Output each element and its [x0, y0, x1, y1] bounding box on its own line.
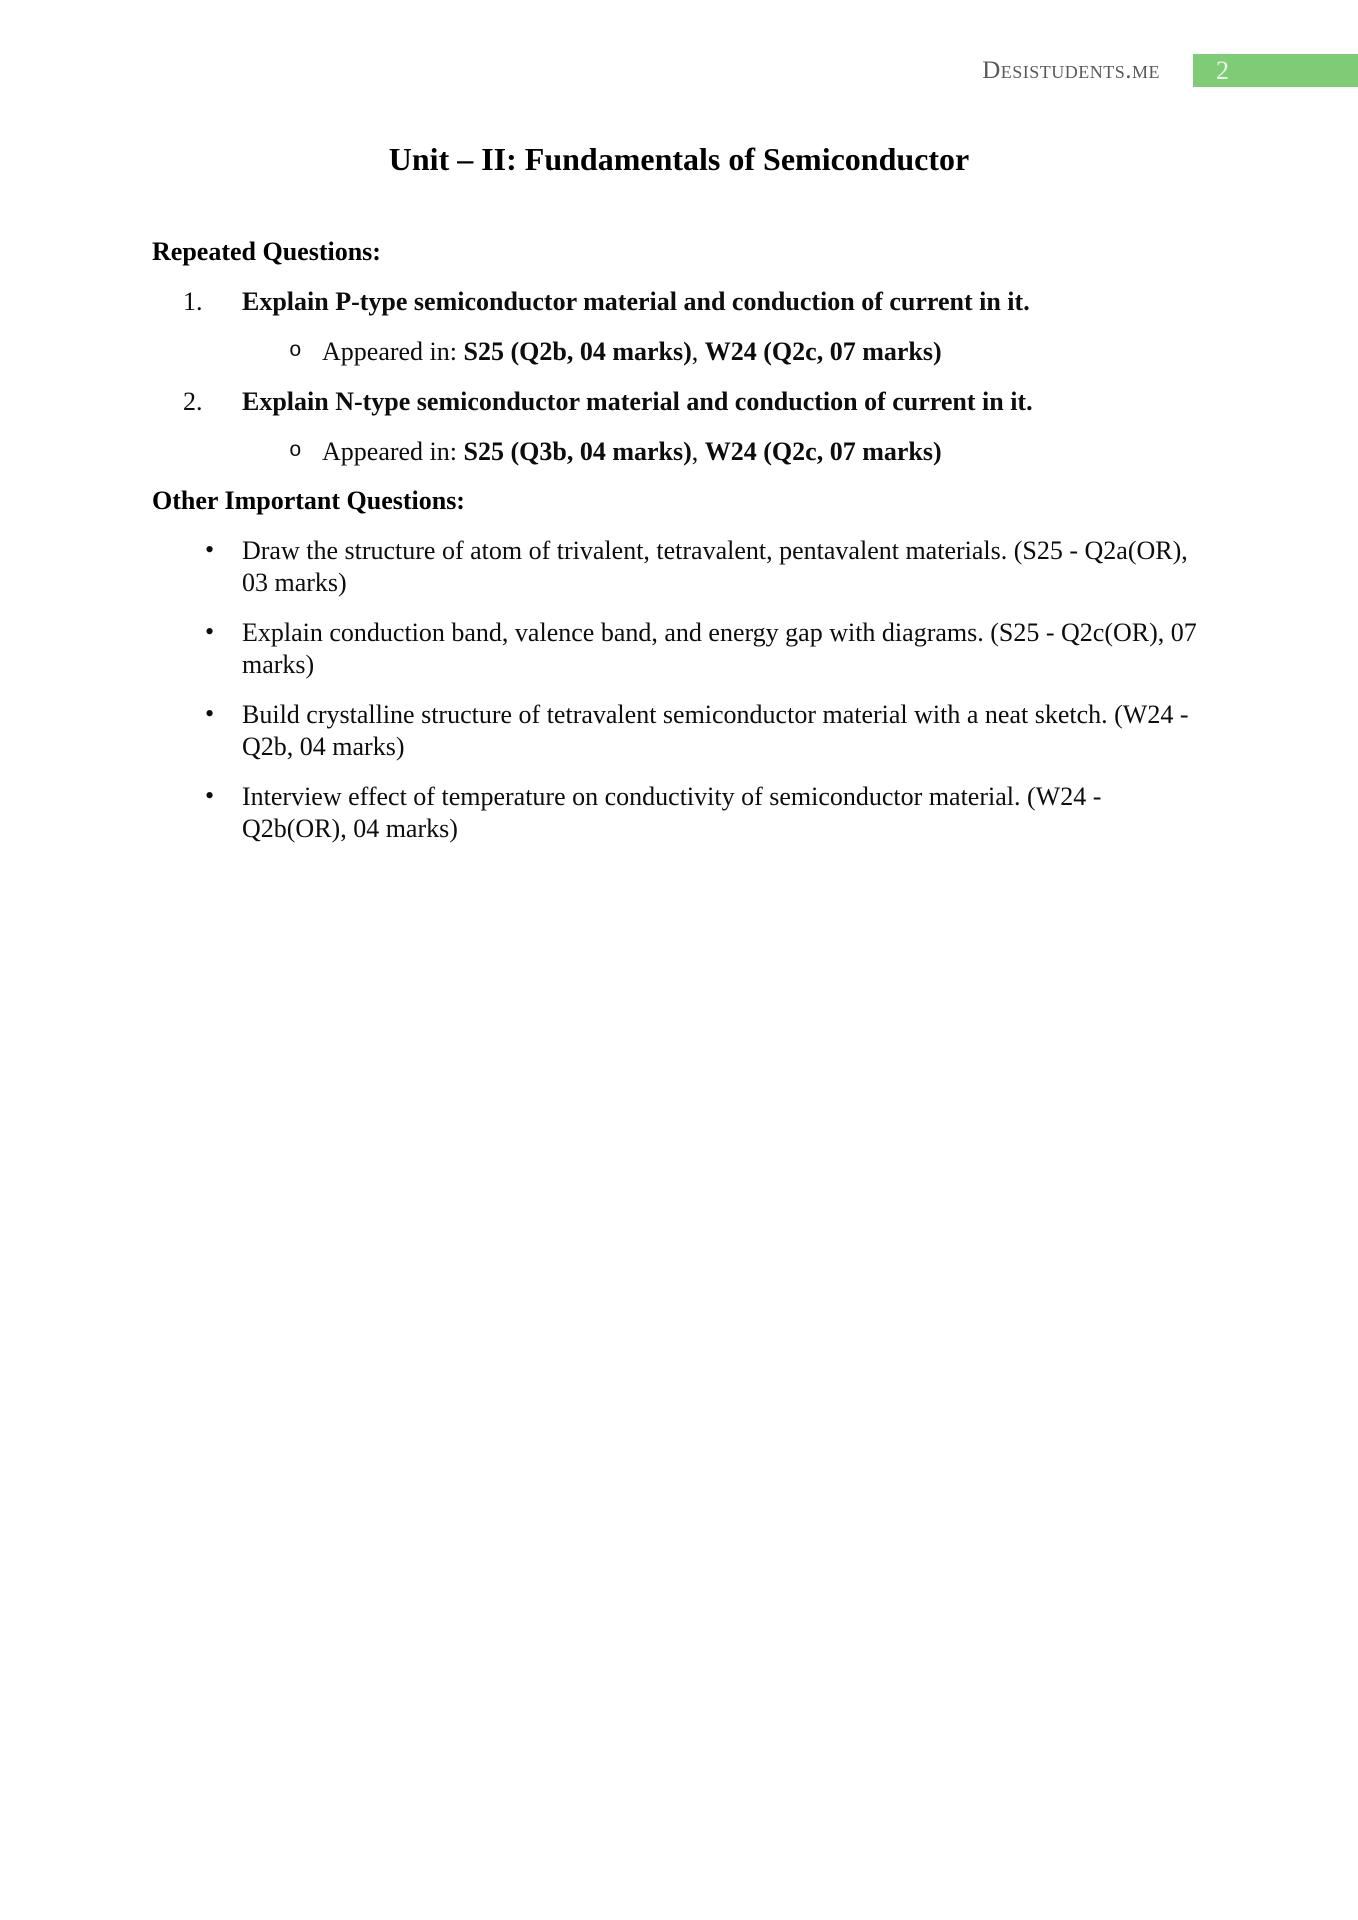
- bullet-icon: •: [205, 699, 215, 728]
- question-item-1: [152, 286, 1207, 318]
- page-title: Unit – II: Fundamentals of Semiconductor: [388, 141, 970, 177]
- question-text: Explain P-type semiconductor material and conduction of current in it.: [242, 287, 1030, 316]
- appeared-label: Appeared in:: [322, 337, 464, 366]
- appeared-in-item-1: [152, 336, 1207, 368]
- question-text: Explain N-type semiconductor material and conduction of current in it.: [242, 387, 1033, 416]
- bullet-icon: •: [205, 617, 215, 646]
- appeared-in-item-2: [152, 436, 1207, 468]
- other-question-item: [152, 699, 1207, 763]
- appearance-1: S25 (Q2b, 04 marks): [463, 337, 692, 366]
- appeared-in-text: [322, 337, 942, 366]
- question-item-2: [152, 386, 1207, 418]
- appeared-in-text: [322, 437, 942, 466]
- list-number: 1.: [183, 287, 203, 316]
- circle-bullet-icon: o: [289, 440, 302, 463]
- other-question-item: [152, 781, 1207, 845]
- appearance-2: W24 (Q2c, 07 marks): [704, 337, 942, 366]
- appearance-2: W24 (Q2c, 07 marks): [704, 437, 942, 466]
- bullet-icon: •: [205, 535, 215, 564]
- appearance-1: S25 (Q3b, 04 marks): [463, 437, 692, 466]
- separator: ,: [691, 337, 705, 366]
- other-question-item: [152, 535, 1207, 599]
- site-name: Desistudents.me: [982, 57, 1160, 84]
- appeared-label: Appeared in:: [322, 437, 464, 466]
- repeated-questions-heading: Repeated Questions:: [152, 237, 381, 266]
- list-number: 2.: [183, 387, 203, 416]
- other-question-item: [152, 617, 1207, 681]
- page-header: [0, 54, 1358, 87]
- circle-bullet-icon: o: [289, 340, 302, 363]
- other-question-text: Build crystalline structure of tetravalent semiconductor material with a neat sketch. (W24 - Q2b, 04 marks): [242, 700, 1189, 761]
- document-content: [152, 236, 1207, 845]
- other-question-text: Interview effect of temperature on conductivity of semiconductor material. (W24 - Q2b(OR), 04 marks): [242, 782, 1102, 843]
- separator: ,: [691, 437, 705, 466]
- other-question-text: Explain conduction band, valence band, and energy gap with diagrams. (S25 - Q2c(OR), 07 marks): [242, 618, 1197, 679]
- bullet-icon: •: [205, 781, 215, 810]
- other-question-text: Draw the structure of atom of trivalent, tetravalent, pentavalent materials. (S25 - Q2a(OR), 03 marks): [242, 536, 1188, 597]
- page-number: 2: [1216, 56, 1229, 85]
- page-number-box: [1193, 54, 1358, 87]
- other-questions-heading: Other Important Questions:: [152, 486, 465, 515]
